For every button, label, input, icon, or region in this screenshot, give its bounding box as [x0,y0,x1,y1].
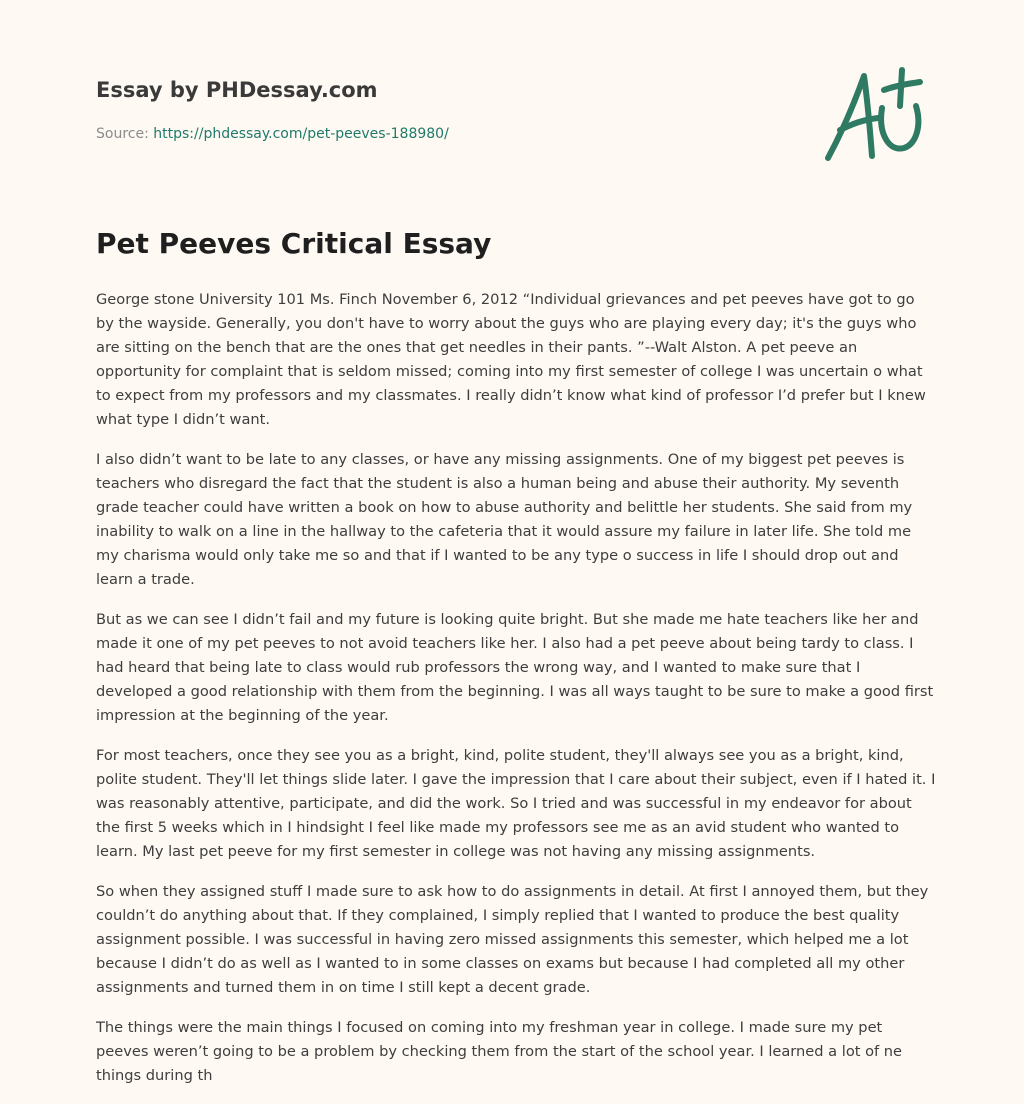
essay-paragraph: For most teachers, once they see you as a bright, kind, polite student, they'll always see you as a bright, kind, polite student. They'll let things slide later. I gave the impression that I care about their subject, even if I hated it. I was reasonably attentive, participate, and did the work. So I tried and was successful in my endeavor for about the first 5 weeks which in I hindsight I feel like made my professors see me as an avid student who wanted to learn. My last pet peeve for my first semester in college was not having any missing assignments. [96,747,936,860]
source-link[interactable]: https://phdessay.com/pet-peeves-188980/ [153,126,449,142]
a-plus-logo-icon [818,62,930,166]
essay-paragraph: The things were the main things I focused on coming into my freshman year in college. I made sure my pet peeves weren’t going to be a problem by checking them from the start of the school year. I learned a lot of ne things during th [96,1019,903,1084]
essay-paragraph: So when they assigned stuff I made sure to ask how to do assignments in detail. At first I annoyed them, but they couldn’t do anything about that. If they complained, I simply replied that I wanted to produce the best quality assignment possible. I was successful in having zero missed assignments this semester, which helped me a lot because I didn’t do as well as I wanted to in some classes on exams but because I had completed all my other assignments and turned them in on time I still kept a decent grade. [96,883,929,996]
essay-title: Pet Peeves Critical Essay [96,227,492,260]
source-label: Source: [96,126,149,142]
essay-paragraph: George stone University 101 Ms. Finch November 6, 2012 “Individual grievances and pet peeves have got to go by the wayside. Generally, you don't have to worry about the guys who are playing every day; it's the guys who are sitting on the bench that are the ones that get needles in their pants. ”--Walt Alston. A pet peeve an opportunity for complaint that is seldom missed; coming into my first semester of college I was uncertain o what to expect from my professors and my classmates. I really didn’t know what kind of professor I’d prefer but I knew what type I didn’t want. [96,291,926,428]
essay-paragraph: But as we can see I didn’t fail and my future is looking quite bright. But she made me hate teachers like her and made it one of my pet peeves to not avoid teachers like her. I also had a pet peeve about being tardy to class. I had heard that being late to class would rub professors the wrong way, and I wanted to make sure that I developed a good relationship with them from the beginning. I was all ways taught to be sure to make a good first impression at the beginning of the year. [96,611,934,724]
source-line [96,124,796,144]
document-header [96,76,796,144]
site-title: Essay by PHDessay.com [96,78,378,102]
essay-content [96,224,936,1104]
essay-paragraph: I also didn’t want to be late to any classes, or have any missing assignments. One of my biggest pet peeves is teachers who disregard the fact that the student is also a human being and abuse their authority. My seventh grade teacher could have written a book on how to abuse authority and belittle her students. She said from my inability to walk on a line in the hallway to the cafeteria that it would assure my failure in later life. She told me my charisma would only take me so and that if I wanted to be any type o success in life I should drop out and learn a trade. [96,451,913,588]
